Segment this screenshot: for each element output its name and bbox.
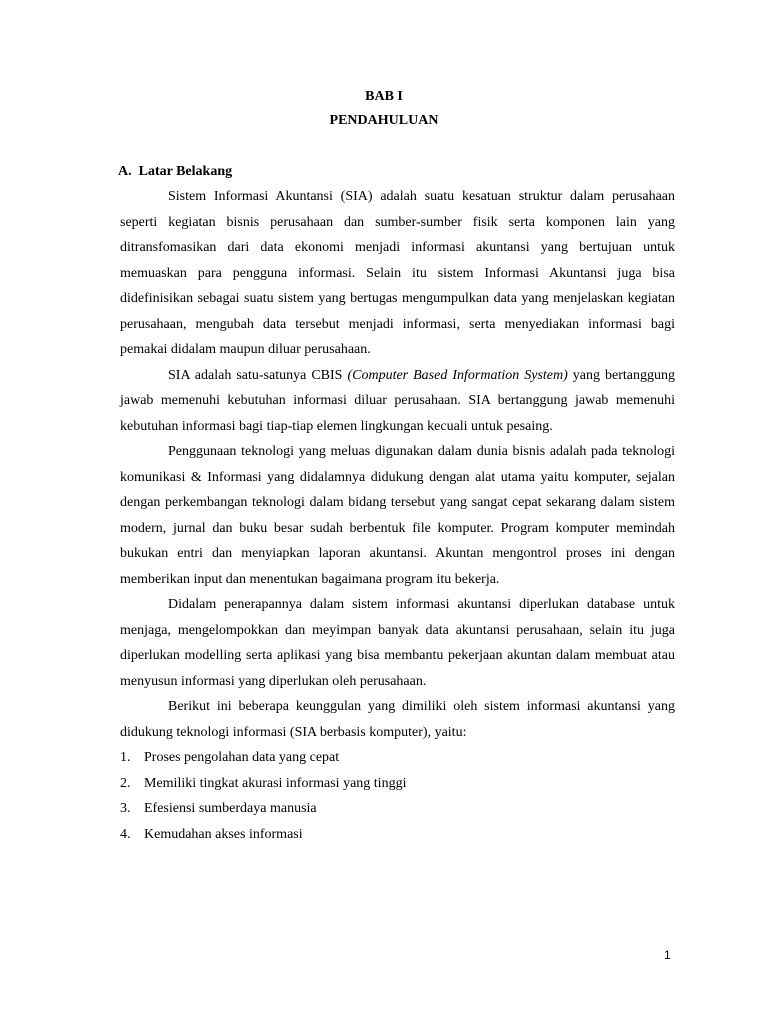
list-item-text: Proses pengolahan data yang cepat (144, 750, 340, 765)
list-item-text: Memiliki tingkat akurasi informasi yang tinggi (144, 775, 407, 791)
paragraph-2-italic: (Computer Based Information System) (347, 367, 568, 383)
list-item-number: 2. (120, 775, 131, 791)
list-item-number: 3. (120, 801, 131, 816)
page-number: 1 (664, 948, 671, 962)
paragraph-2-end: yang bertanggung jawab memenuhi kebutuhan informasi diluar perusahaan. SIA bertanggung jawab memenuhi kebutuhan informasi bagi tiap-tiap elemen lingkungan kecuali untuk pesaing. (120, 367, 675, 434)
paragraph-5: Berikut ini beberapa keunggulan yang dimiliki oleh sistem informasi akuntansi yang didukung teknologi informasi (SIA berbasis komputer), yaitu: (120, 699, 675, 740)
advantages-list (120, 745, 675, 847)
list-item-number: 4. (120, 826, 131, 842)
paragraph-2-start: SIA adalah satu-satunya CBIS (168, 367, 348, 383)
list-item (120, 822, 675, 848)
list-item-number: 1. (120, 750, 131, 765)
chapter-title: PENDAHULUAN (329, 113, 439, 128)
section-label: A. (118, 164, 132, 179)
list-item (120, 745, 675, 771)
body-text (120, 184, 675, 847)
list-item-text: Kemudahan akses informasi (144, 826, 303, 842)
chapter-label: BAB I (365, 89, 403, 104)
list-item (120, 796, 675, 822)
paragraph-1: Sistem Informasi Akuntansi (SIA) adalah suatu kesatuan struktur dalam perusahaan seperti kegiatan bisnis perusahaan dan sumber-sumber fisik serta komponen lain yang ditransfomasikan dari data ekonomi menjadi informasi akuntansi yang bertujuan untuk memuaskan para pengguna informasi. Selain itu sistem Informasi Akuntansi juga bisa didefinisikan sebagai suatu sistem yang bertugas mengumpulkan data yang menjelaskan kegiatan perusahaan, mengubah data tersebut menjadi informasi, serta menyediakan informasi bagi pemakai didalam maupun diluar perusahaan. (120, 189, 675, 357)
list-item (120, 771, 675, 797)
paragraph-4: Didalam penerapannya dalam sistem informasi akuntansi diperlukan database untuk menjaga, mengelompokkan dan meyimpan banyak data akuntansi perusahaan, selain itu juga diperlukan modelling serta aplikasi yang bisa membantu pekerjaan akuntan dalam membuat atau menyusun informasi yang diperlukan oleh perusahaan. (120, 597, 675, 689)
paragraph-3: Penggunaan teknologi yang meluas digunakan dalam dunia bisnis adalah pada teknologi komunikasi & Informasi yang didalamnya didukung dengan alat utama yaitu komputer, sejalan dengan perkembangan teknologi dalam bidang tersebut yang sangat cepat sekarang dalam sistem modern, jurnal dan buku besar sudah berbentuk file komputer. Program komputer memindah bukukan entri dan menyiapkan laporan akuntansi. Akuntan mengontrol proses ini dengan memberikan input dan menentukan bagaimana program itu bekerja. (120, 444, 675, 587)
section-title: Latar Belakang (138, 164, 233, 179)
paragraph-2 (120, 363, 675, 440)
section-heading (118, 163, 232, 181)
list-item-text: Efesiensi sumberdaya manusia (144, 801, 317, 816)
